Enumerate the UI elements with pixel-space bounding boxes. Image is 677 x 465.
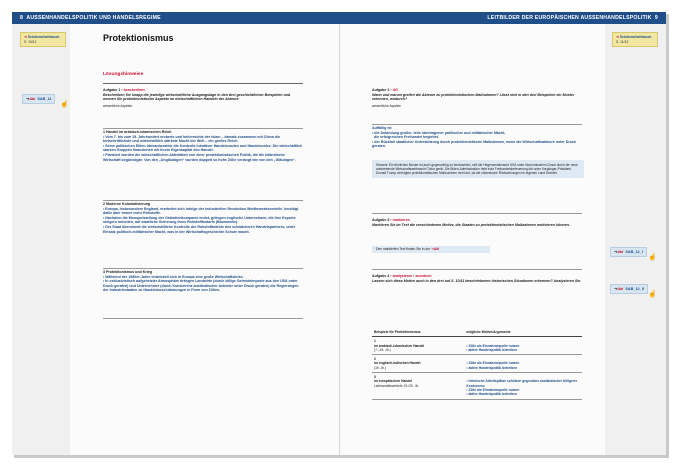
- answer-bullet: • die Anbindung großer, teils übertragener politischer und militärischer Macht,: [372, 130, 506, 135]
- divider: [372, 124, 582, 125]
- workbook-reference-tab-right[interactable]: [612, 32, 658, 47]
- motive: Zölle als Einnahmequelle nutzen: [468, 387, 520, 392]
- workbook-pages-left: S. 10/11: [24, 39, 37, 44]
- right-margin-column: [605, 24, 666, 455]
- task-2-heading: Aufgabe 2 › UG: [372, 88, 398, 92]
- page-gutter: [339, 24, 340, 455]
- example-cell: [372, 337, 464, 355]
- example-name: im arabisch-islamischen Handel: [374, 343, 425, 348]
- task-3-operator: markieren: [392, 218, 410, 222]
- bullet-text: Flankiert wurden die wirtschaftlichen Aktivitäten von einer protektionistischen Politik, die die inländische Wirtschaft begünstigte: Von den „Ungläubigen“ wurden doppelt so hohe Zölle verlangt wie von den „Gläubigen“.: [103, 152, 296, 162]
- bullet-text: Europa, insbesondere England, erarbeitet sich infolge der industriellen Revolution Wettbewerbsvorteile, benötigt dafür aber immer mehr Rohstoffe.: [103, 206, 299, 216]
- task-3-heading: Aufgabe 3 › markieren: [372, 218, 410, 222]
- running-header: [12, 12, 666, 24]
- task-2-block: [372, 88, 582, 108]
- example-name: im englisch-indischen Handel: [374, 361, 421, 366]
- header-right-title: LEITBILDER DER EUROPÄISCHEN AUSSENHANDELSPOLITIK: [487, 15, 652, 21]
- page-number-right: 9: [654, 15, 658, 21]
- arrow-icon: ➔: [26, 97, 30, 101]
- solution-hints-heading: Lösungshinweise: [103, 72, 144, 77]
- answer-bullet: • der Rückfall staatlicher Unterstützung durch protektionistische Maßnahmen, wenn die Wirtschaftsakteure unter Druck geraten.: [372, 139, 576, 149]
- bullet-text: die erfolgreichen Freihandel begleitet.: [374, 135, 439, 140]
- task-4-heading: Aufgabe 4 › analysieren / zuordnen: [372, 274, 432, 278]
- abi-hint-box[interactable]: [372, 246, 490, 253]
- aspects-label: wesentliche Aspekte:: [103, 103, 133, 108]
- page-shadow-bottom: [14, 455, 669, 458]
- header-left: [20, 13, 161, 23]
- section-2: [103, 202, 303, 234]
- motive: aktive Handelspolitik betreiben: [468, 347, 518, 352]
- abi-code: SAB_12_II: [625, 287, 644, 291]
- task-1-question: Beschreiben Sie knapp die jeweilige wirtschaftliche Ausgangslage in den drei geschichtlichen Beispielen und nennen Sie protektionistische Aspekte im wirtschaftlichen Handeln der Akteure.: [103, 92, 291, 102]
- hint-text: Den markierten Text finden Sie in der: [376, 247, 431, 251]
- example-cell: [372, 355, 464, 373]
- bullet-text: die Anbindung großer, teils übertragener politischer und militärischer Macht,: [374, 130, 506, 135]
- arrow-icon: ➔: [616, 35, 619, 39]
- example-period: (7.–15. Jh.): [374, 347, 391, 352]
- abi-code: SAB_11: [37, 97, 52, 101]
- hand-cursor-icon: ☝: [648, 254, 657, 261]
- table-row: [372, 337, 582, 355]
- motives-cell: • Zölle als Einnahmequelle nutzen • aktive Handelspolitik betreiben: [464, 337, 582, 355]
- task-3-block: [372, 218, 582, 227]
- bullet-text: Vom 7. bis zum 15. Jahrhundert eroberte und beherrschte der Islam – damals zusammen mit China die fortschrittlichste und wirtschaftlich stärkste Macht der Welt – ein großes Reich.: [103, 134, 280, 144]
- section-1-bullet: • Vom 7. bis zum 15. Jahrhundert eroberte und beherrschte der Islam – damals zusammen mit China die fortschrittlichste und wirtschaftlich stärkste Macht der Welt – ein großes Reich.: [103, 134, 280, 144]
- motive: aktive Handelspolitik betreiben: [468, 392, 518, 397]
- bullet-text: der Rückfall staatlicher Unterstützung durch protektionistische Maßnahmen, wenn die Wirtschaftsakteure unter Druck geraten.: [372, 139, 576, 149]
- col-header-examples: Beispiele für Protektionismus: [372, 328, 464, 337]
- example-name: im europäischen Handel: [374, 379, 413, 384]
- task-1-label: Aufgabe 1: [103, 88, 121, 92]
- aspects-label: wesentliche Aspekte: [372, 103, 401, 108]
- workbook-label-right: Schülerarbeitsbuch: [619, 35, 652, 39]
- motives-cell: • Zölle als Einnahmequelle nutzen • aktive Handelspolitik betreiben: [464, 355, 582, 373]
- arrow-icon: ➔: [614, 250, 618, 254]
- section-2-bullet: • Europa, insbesondere England, erarbeitet sich infolge der industriellen Revolution Wettbewerbsvorteile, benötigt dafür aber immer mehr Rohstoffe.: [103, 206, 299, 216]
- conspicuous-label: Auffällig ist: [372, 126, 392, 130]
- page-shadow-right: [666, 14, 669, 457]
- section-1: [103, 130, 303, 162]
- section-2-bullet: • Nachdem die Monopolstellung der Ostindienkompanie endet, gelingen englische Unternehmer, die ihre Exporte steigern möchten, auf staatliche Sicherung ihres Rohstoffbedarfs (Baumwolle).: [103, 215, 296, 225]
- section-3-bullet: • In exklusivistisch aufgeheizter Atmosphäre drängen Landwirte (durch billige Getreideimporte aus den USA unter Druck geraten) und Unternehmer (durch Konkurrenz ausländischer Anbieter unter Druck geraten) die Regierungen der Industriestaaten zu Handelsbeschränkungen in Form von Zöllen.: [103, 279, 299, 293]
- task-2-answer: [372, 126, 582, 149]
- motive: Zölle als Einnahmequelle nutzen: [468, 343, 520, 348]
- task-2-operator: UG: [392, 88, 398, 92]
- example-period: (19. Jh.): [374, 365, 387, 370]
- task-4-operator: analysieren / zuordnen: [392, 274, 432, 278]
- arrow-icon: ➔: [431, 247, 434, 251]
- task-4-question: Lassen sich diese Motive auch in den drei auf S. 10/11 beschriebenen historischen Situationen erkennen? Analysieren Sie.: [372, 278, 582, 283]
- section-1-bullet: • Seine politischen Eliten überantwortete die Kontrolle lukrativer Handelsrouten und Handelsnetze. Die wirtschaftlich starken Gruppen finanzierten mit ihrem Eigenkapital den Handel.: [103, 143, 303, 153]
- header-left-title: AUSSENHANDELSPOLITIK UND HANDELSREGIME: [26, 15, 161, 21]
- table-row: [372, 355, 582, 373]
- bullet-text: Während der 1980er-Jahre entwickelt sich in Europa eine große Wirtschaftskrise.: [105, 274, 244, 279]
- abi-code: SAB_12_I: [625, 250, 643, 254]
- hand-cursor-icon: ☝: [60, 101, 69, 108]
- workbook-pages-right: S. 11/12: [616, 39, 629, 44]
- divider: [372, 269, 582, 270]
- row-number: 1: [374, 339, 376, 344]
- task-1-heading: Aufgabe 1 › beschreiben: [103, 88, 145, 92]
- section-3: [103, 270, 303, 293]
- abi-logo: Abi: [433, 247, 440, 251]
- divider: [103, 268, 303, 269]
- divider: [103, 128, 303, 129]
- hand-cursor-icon: ☝: [648, 291, 657, 298]
- motive: aktive Handelspolitik betreiben: [468, 365, 518, 370]
- bullet-text: Der Staat übernimmt die wirtschaftliche Kontrolle der Rohstoffmärkte des schwächeren Handelspartners, unter Einsatz politisch-militärischer Macht, was in der Wirtschaftsgeschichte Schule macht.: [103, 224, 296, 234]
- divider: [372, 213, 582, 214]
- header-right: [487, 13, 658, 23]
- task-1-block: [103, 88, 303, 108]
- table-row: [372, 373, 582, 399]
- motives-cell: • heimische Arbeitsplätze schützen gegenüber ausländischer billigerer Konkurrenz • Zölle als Einnahmequelle nutzen • aktive Handelspolitik betreiben: [464, 373, 582, 399]
- row-number: 3: [374, 375, 376, 380]
- page-title: Protektionismus: [103, 33, 174, 43]
- divider: [103, 83, 303, 84]
- col-header-motives: mögliche Motive/Argumente: [464, 328, 582, 337]
- task-3-label: Aufgabe 3: [372, 218, 390, 222]
- section-2-bullet: • Der Staat übernimmt die wirtschaftliche Kontrolle der Rohstoffmärkte des schwächeren Handelspartners, unter Einsatz politisch-militärischer Macht, was in der Wirtschaftsgeschichte Schule macht.: [103, 224, 296, 234]
- abi-logo: Abi: [617, 287, 624, 291]
- task-4-block: [372, 274, 582, 283]
- motive: heimische Arbeitsplätze schützen gegenüber ausländischer billigerer Konkurrenz: [466, 379, 577, 388]
- task-2-question: Wann und warum greifen die Akteure zu protektionistischen Maßnahmen? Lässt sich in den drei Beispielen ein Muster erkennen, wodurch?: [372, 92, 575, 102]
- abi-logo: Abi: [29, 97, 36, 101]
- left-margin-column: [12, 24, 70, 455]
- section-3-heading: 3 Protektionismus und Krieg: [103, 270, 152, 274]
- bullet-text: In exklusivistisch aufgeheizter Atmosphäre drängen Landwirte (durch billige Getreideimporte aus den USA unter Druck geraten) und Unternehmer (durch Konkurrenz ausländischer Anbieter unter Druck geraten) die Regierungen der Industriestaaten zu Handelsbeschränkungen in Form von Zöllen.: [103, 279, 299, 293]
- section-2-heading: 2 Moderne Kolonialisierung: [103, 202, 151, 206]
- table-header-row: [372, 328, 582, 337]
- bullet-text: Seine politischen Eliten überantwortete die Kontrolle lukrativer Handelsrouten und Handelsnetze. Die wirtschaftlich starken Gruppen finanzierten mit ihrem Eigenkapital den Handel.: [103, 143, 303, 153]
- divider: [103, 200, 303, 201]
- example-period: Leinhandelsverkehr 19./20. Jh.: [374, 383, 420, 388]
- abi-logo: Abi: [617, 250, 624, 254]
- abi-link-sab12-ii[interactable]: [610, 284, 648, 294]
- example-cell: [372, 373, 464, 399]
- arrow-icon: ➔: [24, 35, 27, 39]
- section-1-heading: 1 Handel im arabisch-islamischen Reich: [103, 130, 172, 134]
- row-number: 2: [374, 357, 376, 362]
- abi-link-sab11[interactable]: [22, 94, 55, 104]
- workbook-reference-tab-left[interactable]: [20, 32, 66, 47]
- task-1-operator: beschreiben: [123, 88, 145, 92]
- workbook-label-left: Schülerarbeitsbuch: [27, 35, 60, 39]
- divider: [103, 318, 303, 319]
- hint-box: Hinweis: Ein ähnliches Muster ist auch gegenwärtig zu beobachten, seit die Hegemonialmacht USA unter ökonomischem Druck durch die neue aufstrebende Wirtschaftsweltmacht China gerät. Die Biden-Administration hebt trotz Freihandelsbeteuerung die unter Vorgänger-Präsident Donald Trump verfolgten protektionistischen Maßnahmen nicht auf, da die chinesische Rückwirkungen im eigenen Land fürchtet.: [372, 160, 584, 178]
- section-1-bullet: • Flankiert wurden die wirtschaftlichen Aktivitäten von einer protektionistischen Politik, die die inländische Wirtschaft begünstigte: Von den „Ungläubigen“ wurden doppelt so hohe Zölle verlangt wie von den „Gläubigen“.: [103, 152, 296, 162]
- task-3-question: Markieren Sie im Text die verschiedenen Motive, die Staaten zu protektionistischen Maßnahmen motivieren können.: [372, 222, 570, 227]
- task-4-label: Aufgabe 4: [372, 274, 390, 278]
- page-number-left: 8: [20, 15, 24, 21]
- bullet-text: Nachdem die Monopolstellung der Ostindienkompanie endet, gelingen englische Unternehmer, die ihre Exporte steigern möchten, auf staatliche Sicherung ihres Rohstoffbedarfs (Baumwolle).: [103, 215, 296, 225]
- motives-table: [372, 328, 582, 400]
- arrow-icon: ➔: [614, 287, 618, 291]
- abi-link-sab12-i[interactable]: [610, 247, 647, 257]
- motive: Zölle als Einnahmequelle nutzen: [468, 361, 520, 366]
- task-2-label: Aufgabe 2: [372, 88, 390, 92]
- section-3-bullet: • Während der 1980er-Jahre entwickelt sich in Europa eine große Wirtschaftskrise.: [103, 274, 244, 279]
